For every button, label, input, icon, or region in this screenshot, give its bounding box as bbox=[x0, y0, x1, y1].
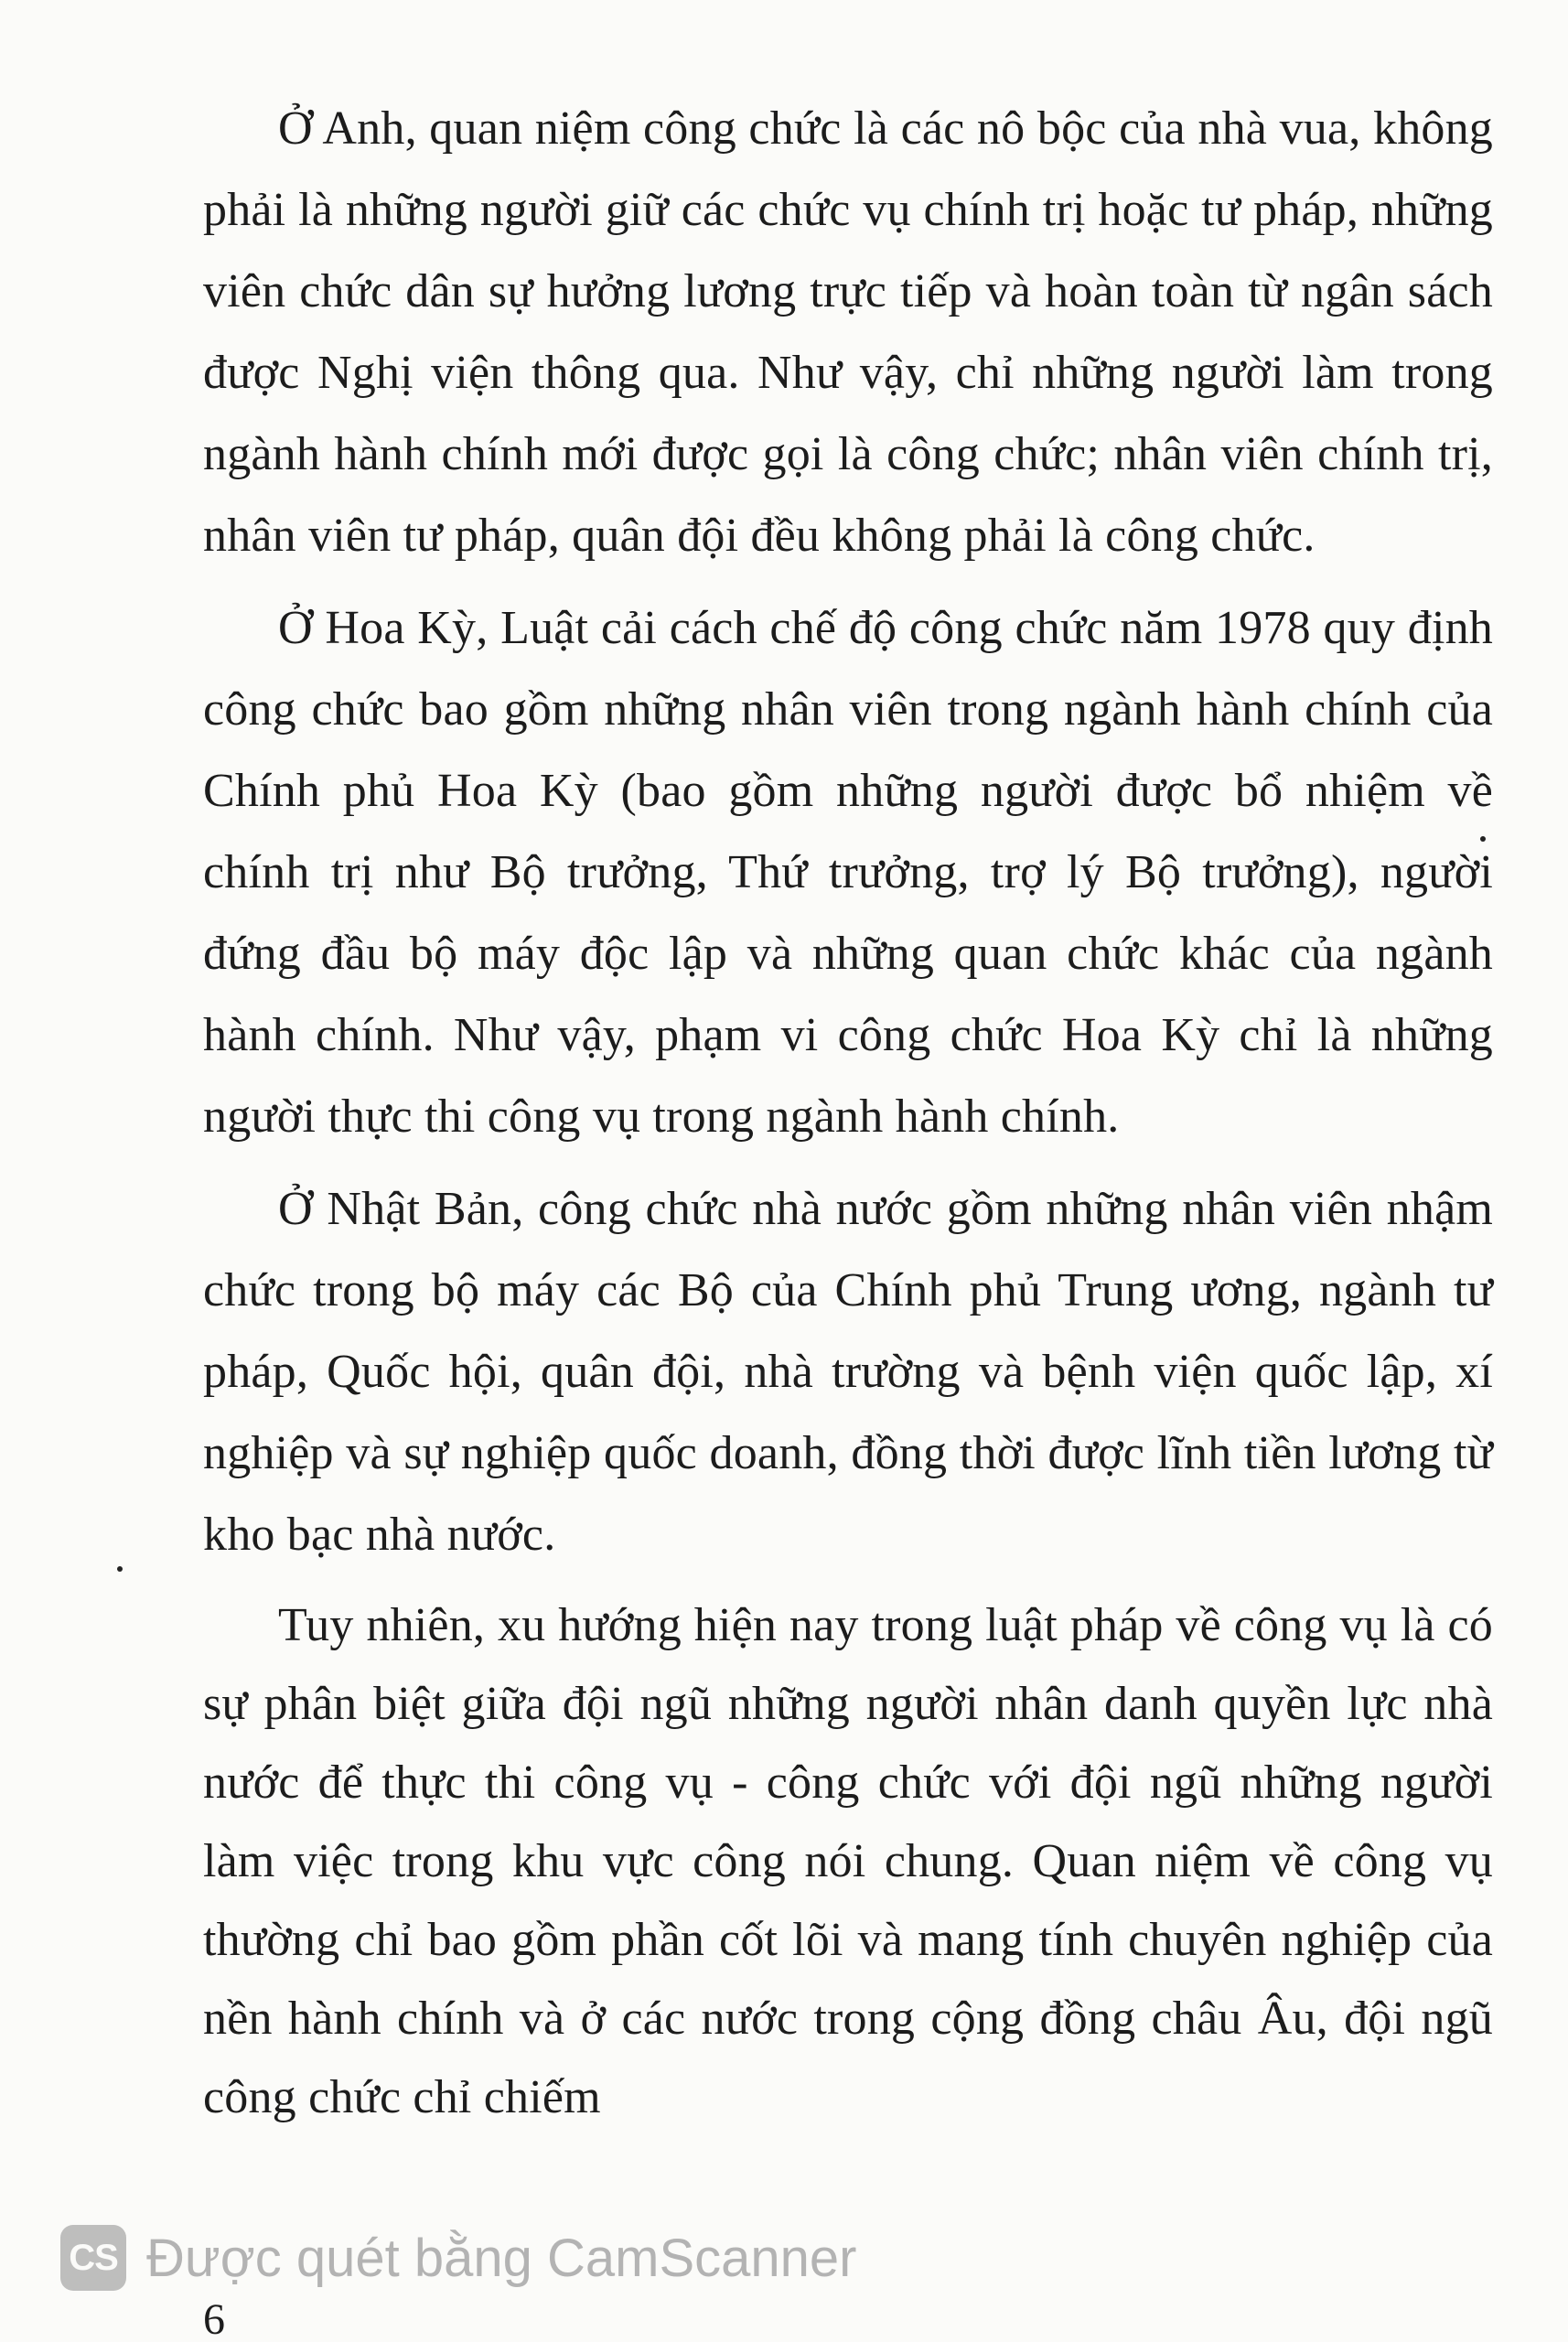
scan-speck bbox=[1480, 836, 1486, 842]
paragraph-trend: Tuy nhiên, xu hướng hiện nay trong luật pháp về công vụ là có sự phân biệt giữa đội ngũ những người nhân danh quyền lực nhà nước để thực thi công vụ - công chức với đội ngũ những người làm việc trong khu vực công nói chung. Quan niệm về công vụ thường chỉ bao gồm phần cốt lõi và mang tính chuyên nghiệp của nền hành chính và ở các nước trong cộng đồng châu Âu, đội ngũ công chức chỉ chiếm bbox=[203, 1599, 1493, 2123]
paragraph-uk: Ở Anh, quan niệm công chức là các nô bộc của nhà vua, không phải là những người giữ các chức vụ chính trị hoặc tư pháp, những viên chức dân sự hưởng lương trực tiếp và hoàn toàn từ ngân sách được Nghị viện thông qua. Như vậy, chỉ những người làm trong ngành hành chính mới được gọi là công chức; nhân viên chính trị, nhân viên tư pháp, quân đội đều không phải là công chức. bbox=[203, 102, 1493, 562]
paragraph-japan: Ở Nhật Bản, công chức nhà nước gồm những nhân viên nhậm chức trong bộ máy các Bộ của Chính phủ Trung ương, ngành tư pháp, Quốc hội, quân đội, nhà trường và bệnh viện quốc lập, xí nghiệp và sự nghiệp quốc doanh, đồng thời được lĩnh tiền lương từ kho bạc nhà nước. bbox=[203, 1183, 1493, 1561]
paragraph-usa: Ở Hoa Kỳ, Luật cải cách chế độ công chức năm 1978 quy định công chức bao gồm những nhân viên trong ngành hành chính của Chính phủ Hoa Kỳ (bao gồm những người được bổ nhiệm về chính trị như Bộ trưởng, Thứ trưởng, trợ lý Bộ trưởng), người đứng đầu bộ máy độc lập và những quan chức khác của ngành hành chính. Như vậy, phạm vi công chức Hoa Kỳ chỉ là những người thực thi công vụ trong ngành hành chính. bbox=[203, 602, 1493, 1143]
camscanner-logo-text: CS bbox=[69, 2237, 118, 2278]
camscanner-logo-icon bbox=[60, 2225, 126, 2291]
page-number: 6 bbox=[203, 2295, 225, 2342]
camscanner-watermark bbox=[60, 2223, 857, 2293]
body-text bbox=[203, 88, 1493, 2148]
camscanner-label: Được quét bằng CamScanner bbox=[146, 2228, 857, 2288]
scan-speck bbox=[117, 1566, 123, 1572]
